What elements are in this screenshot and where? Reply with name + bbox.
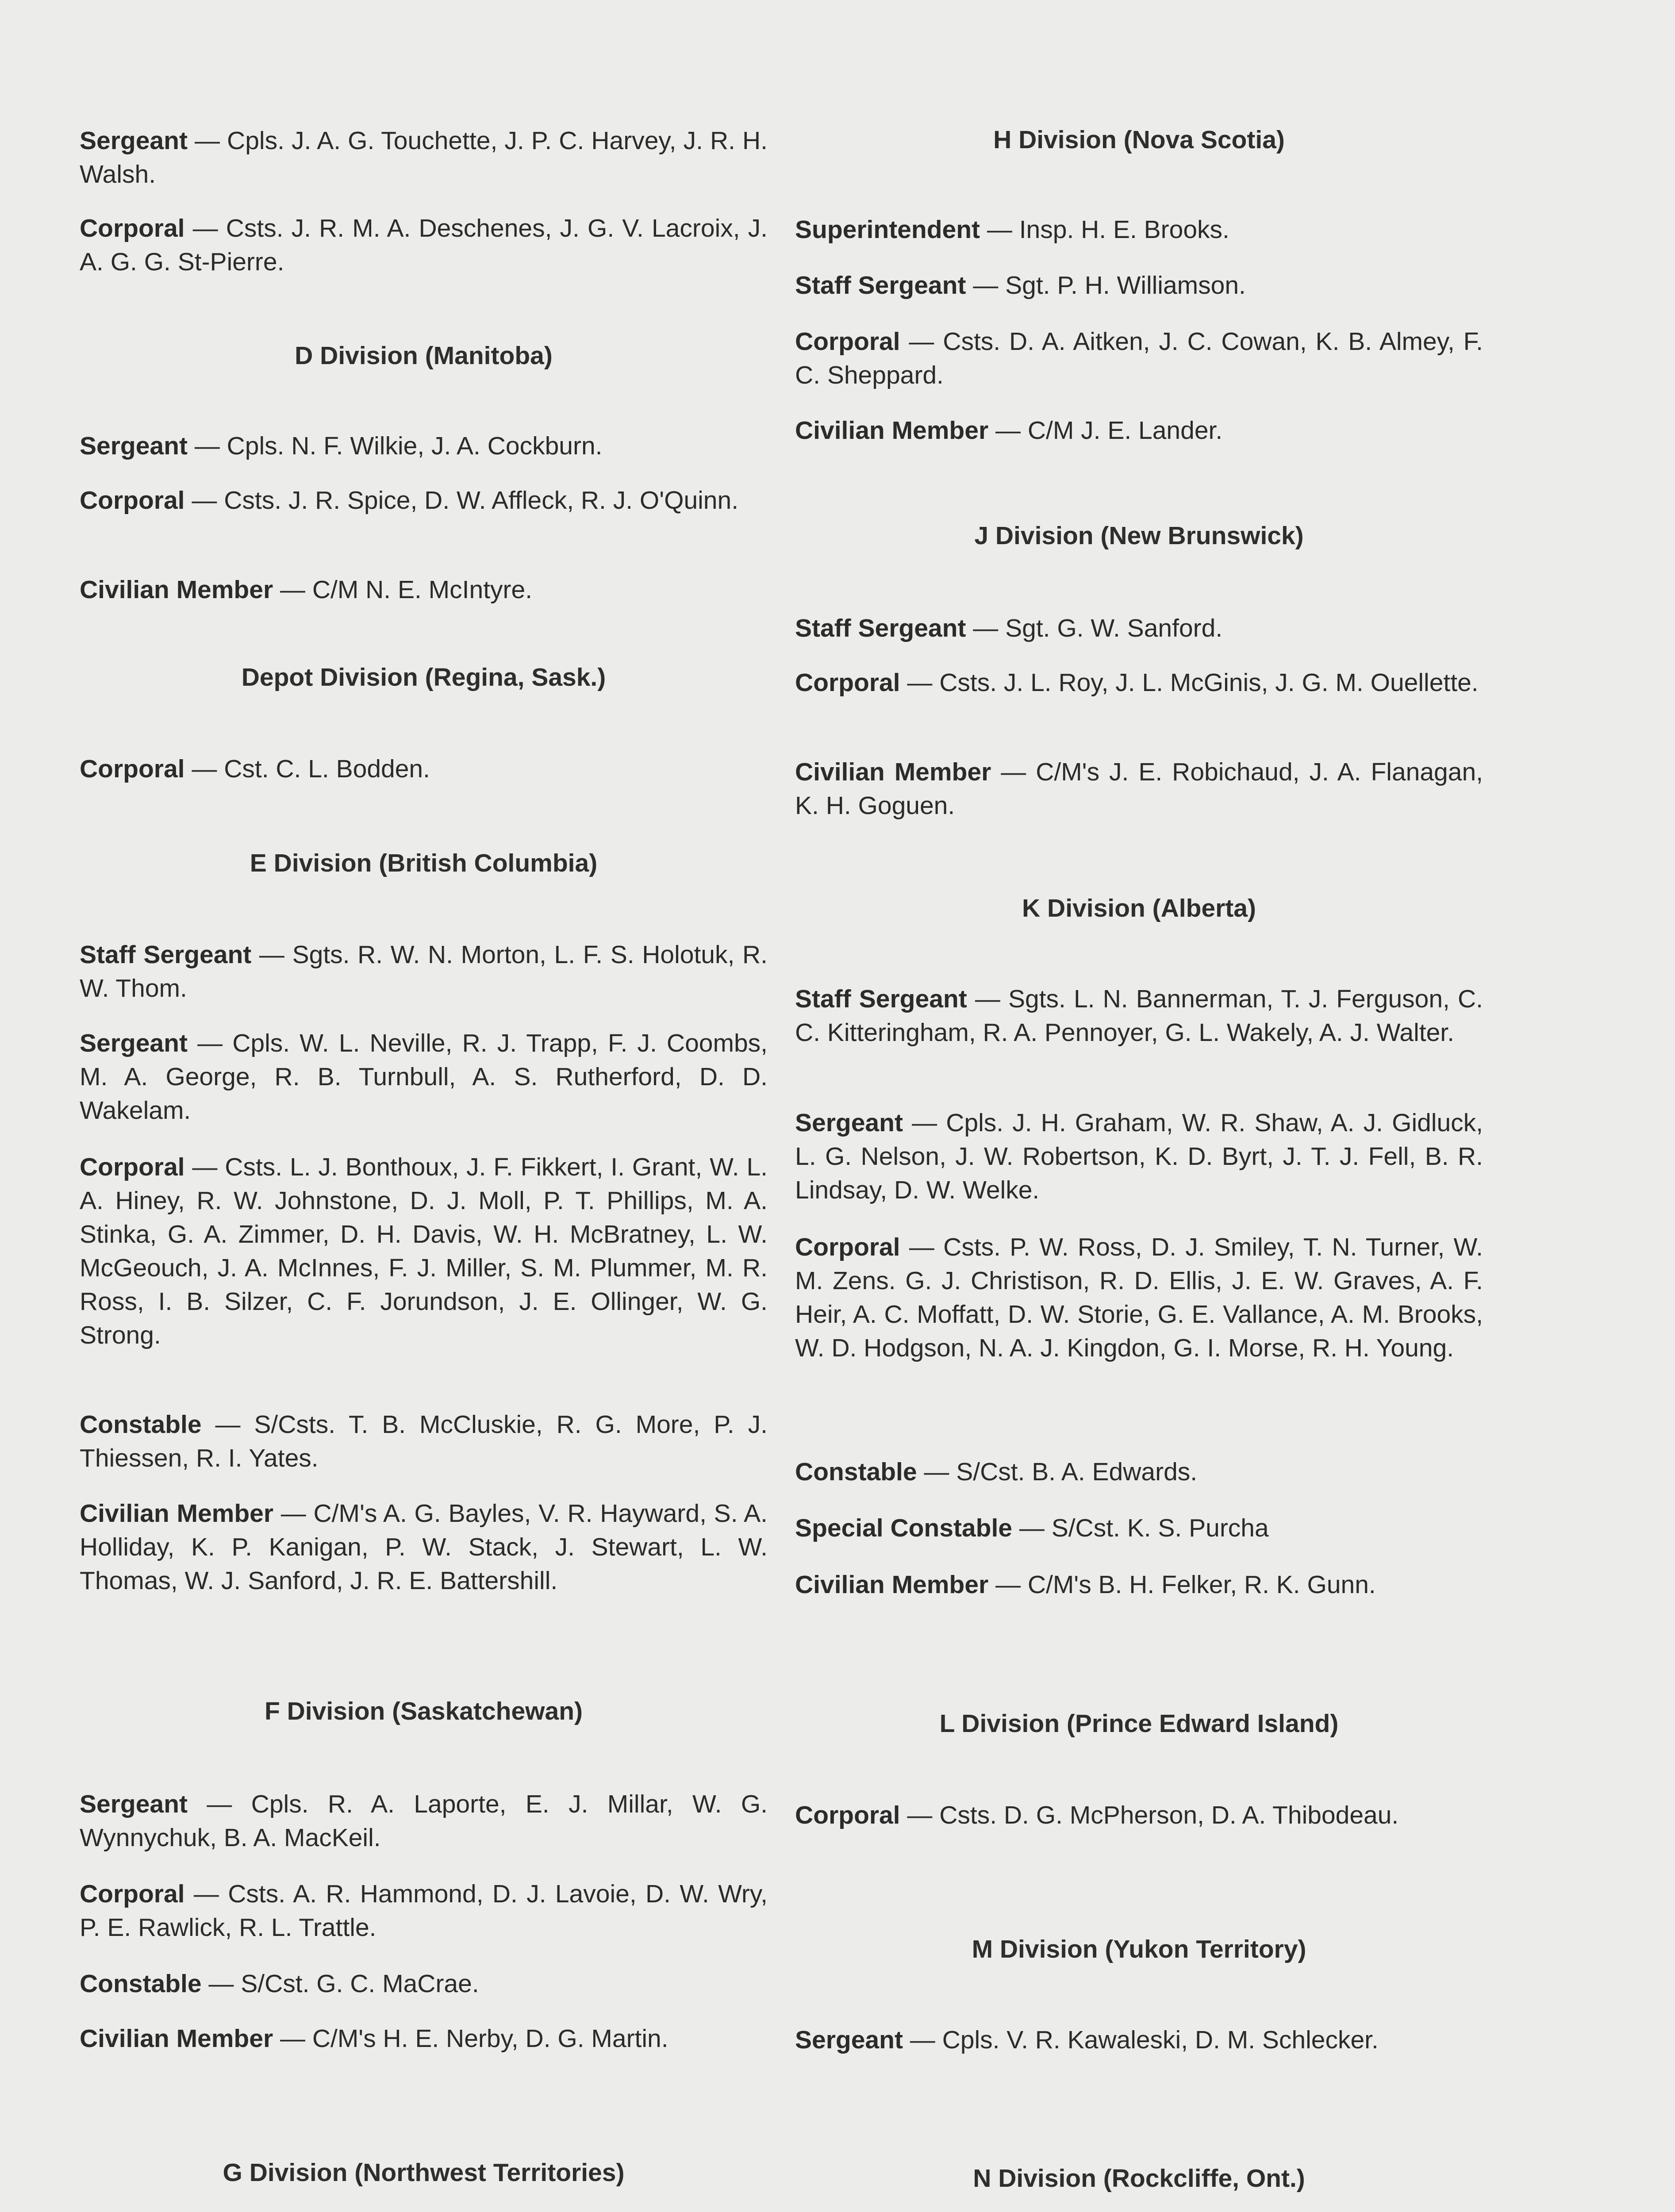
- member-names: Csts. D. A. Aitken, J. C. Cowan, K. B. Almey, F. C. Sheppard.: [795, 327, 1483, 389]
- list-item: [795, 1511, 1483, 1545]
- rank-label: Corporal: [795, 668, 900, 697]
- list-item: [80, 1967, 768, 2001]
- division-heading: F Division (Saskatchewan): [264, 1697, 583, 1725]
- list-item: [80, 1026, 768, 1127]
- member-names: Csts. A. R. Hammond, D. J. Lavoie, D. W. Wry, P. E. Rawlick, R. L. Trattle.: [80, 1880, 768, 1942]
- separator: —: [995, 416, 1021, 445]
- rank-label: Corporal: [795, 327, 900, 356]
- list-item: [80, 752, 768, 786]
- member-names: Insp. H. E. Brooks.: [1019, 215, 1229, 244]
- member-names: Csts. D. G. McPherson, D. A. Thibodeau.: [939, 1801, 1399, 1829]
- separator: —: [208, 1970, 234, 1998]
- separator: —: [192, 1153, 218, 1181]
- separator: —: [215, 1410, 241, 1439]
- right-column: [795, 0, 1483, 2212]
- rank-label: Civilian Member: [795, 416, 989, 445]
- separator: —: [909, 327, 934, 356]
- rank-label: Corporal: [80, 1880, 185, 1908]
- member-names: Csts. J. R. Spice, D. W. Affleck, R. J. O'Quinn.: [224, 486, 739, 515]
- member-names: C/M J. E. Lander.: [1027, 416, 1223, 445]
- rank-label: Civilian Member: [80, 1499, 274, 1528]
- division-heading: E Division (British Columbia): [250, 849, 598, 877]
- separator: —: [207, 1790, 232, 1818]
- list-item: [795, 1568, 1483, 1601]
- member-names: S/Csts. T. B. McCluskie, R. G. More, P. J. Thiessen, R. I. Yates.: [80, 1410, 768, 1472]
- list-item: [80, 124, 768, 191]
- member-names: Sgts. L. N. Bannerman, T. J. Ferguson, C. C. Kitteringham, R. A. Pennoyer, G. L. Wakely, A. J. Walter.: [795, 985, 1483, 1047]
- rank-label: Corporal: [80, 755, 185, 783]
- list-item: [80, 484, 768, 517]
- member-names: C/M N. E. McIntyre.: [312, 576, 533, 604]
- separator: —: [924, 1458, 949, 1486]
- separator: —: [909, 1233, 934, 1261]
- rank-label: Corporal: [80, 214, 185, 242]
- separator: —: [280, 576, 305, 604]
- separator: —: [192, 214, 218, 242]
- list-item: [795, 755, 1483, 822]
- separator: —: [1001, 758, 1026, 786]
- member-names: Sgts. R. W. N. Morton, L. F. S. Holotuk, R. W. Thom.: [80, 941, 768, 1002]
- division-heading: H Division (Nova Scotia): [993, 126, 1285, 154]
- rank-label: Constable: [795, 1458, 917, 1486]
- member-names: Sgt. G. W. Sanford.: [1005, 614, 1223, 642]
- separator: —: [973, 271, 999, 300]
- member-names: Cpls. R. A. Laporte, E. J. Millar, W. G. Wynnychuk, B. A. MacKeil.: [80, 1790, 768, 1852]
- separator: —: [1019, 1514, 1045, 1542]
- separator: —: [194, 127, 220, 155]
- separator: —: [197, 1029, 223, 1057]
- division-heading: K Division (Alberta): [1022, 894, 1256, 922]
- member-names: C/M's H. E. Nerby, D. G. Martin.: [312, 2024, 668, 2053]
- division-heading: J Division (New Brunswick): [974, 522, 1304, 550]
- division-heading: Depot Division (Regina, Sask.): [241, 663, 606, 691]
- rank-label: Sergeant: [795, 1109, 903, 1137]
- list-item: [80, 1497, 768, 1598]
- list-item: [80, 211, 768, 279]
- rank-label: Sergeant: [80, 1790, 188, 1818]
- list-item: [795, 325, 1483, 392]
- separator: —: [280, 1499, 306, 1528]
- rank-label: Sergeant: [795, 2026, 903, 2054]
- member-names: S/Cst. G. C. MaCrae.: [241, 1970, 479, 1998]
- list-item: [795, 414, 1483, 447]
- member-names: S/Cst. B. A. Edwards.: [956, 1458, 1198, 1486]
- rank-label: Staff Sergeant: [795, 985, 967, 1013]
- list-item: [795, 1798, 1483, 1832]
- separator: —: [192, 755, 217, 783]
- rank-label: Corporal: [795, 1233, 900, 1261]
- division-heading: N Division (Rockcliffe, Ont.): [973, 2164, 1305, 2193]
- separator: —: [910, 2026, 935, 2054]
- list-item: [795, 2023, 1483, 2057]
- separator: —: [193, 1880, 219, 1908]
- rank-label: Staff Sergeant: [795, 271, 966, 300]
- list-item: [795, 611, 1483, 645]
- rank-label: Corporal: [80, 486, 185, 515]
- member-names: Cst. C. L. Bodden.: [224, 755, 430, 783]
- member-names: C/M's A. G. Bayles, V. R. Hayward, S. A. Holliday, K. P. Kanigan, P. W. Stack, J. Stewart, L. W. Thomas, W. J. Sanford, J. R. E. Battershill.: [80, 1499, 768, 1595]
- separator: —: [975, 985, 1000, 1013]
- separator: —: [907, 1801, 933, 1829]
- separator: —: [995, 1571, 1021, 1599]
- separator: —: [280, 2024, 305, 2053]
- separator: —: [987, 215, 1012, 244]
- division-heading: L Division (Prince Edward Island): [939, 1709, 1339, 1738]
- separator: —: [259, 941, 284, 969]
- rank-label: Civilian Member: [80, 2024, 273, 2053]
- rank-label: Corporal: [795, 1801, 900, 1829]
- division-heading: D Division (Manitoba): [295, 342, 553, 370]
- member-names: Csts. J. R. M. A. Deschenes, J. G. V. Lacroix, J. A. G. G. St-Pierre.: [80, 214, 768, 276]
- list-item: [80, 573, 768, 607]
- list-item: [80, 1787, 768, 1855]
- rank-label: Constable: [80, 1410, 202, 1439]
- rank-label: Civilian Member: [795, 1571, 989, 1599]
- division-heading: M Division (Yukon Territory): [972, 1935, 1306, 1963]
- separator: —: [973, 614, 999, 642]
- list-item: [80, 1408, 768, 1475]
- rank-label: Sergeant: [80, 127, 188, 155]
- member-names: Csts. P. W. Ross, D. J. Smiley, T. N. Turner, W. M. Zens. G. J. Christison, R. D. Ellis, J. E. W. Graves, A. F. Heir, A. C. Moffatt, D. W. Storie, G. E. Vallance, A. M. Brooks, W. D. Hodgson, N. A. J. Kingdon, G. I. Morse, R. H. Young.: [795, 1233, 1483, 1362]
- member-names: Csts. L. J. Bonthoux, J. F. Fikkert, I. Grant, W. L. A. Hiney, R. W. Johnstone, D. J. Moll, P. T. Phillips, M. A. Stinka, G. A. Zimmer, D. H. Davis, W. H. McBratney, L. W. McGeouch, J. A. McInnes, F. J. Miller, S. M. Plummer, M. R. Ross, I. B. Silzer, C. F. Jorundson, J. E. Ollinger, W. G. Strong.: [80, 1153, 768, 1349]
- separator: —: [192, 486, 217, 515]
- division-heading: G Division (Northwest Territories): [223, 2158, 625, 2187]
- rank-label: Sergeant: [80, 1029, 188, 1057]
- rank-label: Sergeant: [80, 432, 188, 460]
- member-names: C/M's B. H. Felker, R. K. Gunn.: [1027, 1571, 1376, 1599]
- member-names: Cpls. J. A. G. Touchette, J. P. C. Harvey, J. R. H. Walsh.: [80, 127, 768, 188]
- rank-label: Superintendent: [795, 215, 980, 244]
- member-names: C/M's J. E. Robichaud, J. A. Flanagan, K. H. Goguen.: [795, 758, 1483, 820]
- rank-label: Corporal: [80, 1153, 185, 1181]
- member-names: Csts. J. L. Roy, J. L. McGinis, J. G. M. Ouellette.: [939, 668, 1479, 697]
- member-names: S/Cst. K. S. Purcha: [1051, 1514, 1269, 1542]
- list-item: [795, 1230, 1483, 1365]
- member-names: Cpls. V. R. Kawaleski, D. M. Schlecker.: [942, 2026, 1379, 2054]
- list-item: [795, 666, 1483, 699]
- rank-label: Special Constable: [795, 1514, 1012, 1542]
- list-item: [795, 982, 1483, 1049]
- separator: —: [194, 432, 220, 460]
- list-item: [795, 213, 1483, 246]
- member-names: Cpls. J. H. Graham, W. R. Shaw, A. J. Gidluck, L. G. Nelson, J. W. Robertson, K. D. Byrt, J. T. J. Fell, B. R. Lindsay, D. W. Welke.: [795, 1109, 1483, 1204]
- separator: —: [907, 668, 933, 697]
- separator: —: [912, 1109, 937, 1137]
- list-item: [795, 1106, 1483, 1207]
- member-names: Cpls. N. F. Wilkie, J. A. Cockburn.: [227, 432, 603, 460]
- member-names: Sgt. P. H. Williamson.: [1005, 271, 1246, 300]
- rank-label: Staff Sergeant: [795, 614, 966, 642]
- rank-label: Staff Sergeant: [80, 941, 252, 969]
- rank-label: Civilian Member: [80, 576, 273, 604]
- list-item: [795, 1455, 1483, 1489]
- list-item: [80, 1877, 768, 1944]
- list-item: [80, 1150, 768, 1352]
- list-item: [80, 938, 768, 1005]
- rank-label: Civilian Member: [795, 758, 991, 786]
- left-column: [80, 0, 768, 2212]
- list-item: [795, 269, 1483, 302]
- list-item: [80, 2022, 768, 2055]
- member-names: Cpls. W. L. Neville, R. J. Trapp, F. J. Coombs, M. A. George, R. B. Turnbull, A. S. Rutherford, D. D. Wakelam.: [80, 1029, 768, 1125]
- list-item: [80, 429, 768, 463]
- rank-label: Constable: [80, 1970, 202, 1998]
